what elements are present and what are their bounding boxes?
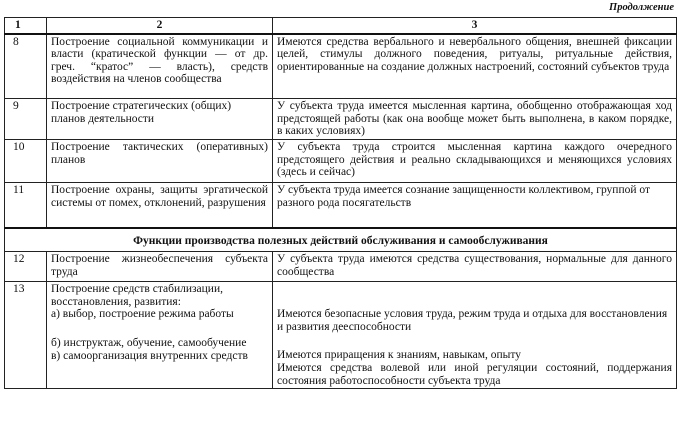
function-cell: Построение социальной коммуникации и власти (кратической функции — от др. греч. “кратос” — власть), средств воздействия на членов сообщества <box>47 34 273 99</box>
table-row <box>5 99 677 140</box>
result-cell: Имеются средства вербального и невербального общения, внешней фиксации целей, стимулы должного поведения, ритуалы, ритуальные действия, ориентированные на создание должных настроений, состояний субъектов труда <box>273 34 677 99</box>
row-number: 11 <box>5 183 47 228</box>
section-row <box>5 228 677 252</box>
table-row <box>5 34 677 99</box>
function-heading: Построение средств стабилизации, восстановления, развития: <box>51 283 223 308</box>
function-cell: Построение стратегических (общих) планов деятельности <box>47 99 273 140</box>
result-subitem: Имеются безопасные условия труда, режим труда и отдыха для восстановления и развития дееспособности <box>277 308 668 333</box>
function-cell: Построение тактических (оперативных) планов <box>47 140 273 183</box>
function-cell: Построение жизнеобеспечения субъекта труда <box>47 252 273 282</box>
table-row <box>5 252 677 282</box>
table-row <box>5 140 677 183</box>
result-cell: У субъекта труда имеются средства существования, нормальные для данного сообщества <box>273 252 677 282</box>
function-subitem: б) инструктаж, обучение, самообучение <box>51 336 247 349</box>
result-cell: У субъекта труда имеется мысленная картина, обобщенно отображающая ход предстоящей работы (как она вообще может быть выполнена, в каком порядке, в каких условиях) <box>273 99 677 140</box>
function-cell: Построение охраны, защиты эргатической системы от помех, отклонений, разрушения <box>47 183 273 228</box>
result-cell: У субъекта труда строится мысленная картина каждого очередного предстоящего действия и реально складывающихся и меняющихся условиях (здесь и сейчас) <box>273 140 677 183</box>
column-header-1: 1 <box>5 18 47 34</box>
continued-label: Продолжение <box>609 2 674 13</box>
functions-table <box>4 17 677 389</box>
function-subitem: в) самоорганизация внутренних средств <box>51 349 248 362</box>
section-title: Функции производства полезных действий обслуживания и самообслуживания <box>5 228 677 252</box>
function-cell <box>47 282 273 389</box>
row-number: 8 <box>5 34 47 99</box>
result-cell: У субъекта труда имеется сознание защищенности коллективом, группой от разного рода посягательств <box>273 183 677 228</box>
row-number: 9 <box>5 99 47 140</box>
result-cell <box>273 282 677 389</box>
function-subitem: а) выбор, построение режима работы <box>51 308 234 321</box>
row-number: 10 <box>5 140 47 183</box>
table-row <box>5 282 677 389</box>
table-header-row <box>5 18 677 34</box>
result-subitem: Имеются средства волевой или иной регуляции состояний, поддержания состояния работоспособности субъекта труда <box>277 361 672 387</box>
row-number: 12 <box>5 252 47 282</box>
column-header-3: 3 <box>273 18 677 34</box>
row-number: 13 <box>5 282 47 389</box>
table-row <box>5 183 677 228</box>
column-header-2: 2 <box>47 18 273 34</box>
result-subitem: Имеются приращения к знаниям, навыкам, опыту <box>277 349 522 362</box>
